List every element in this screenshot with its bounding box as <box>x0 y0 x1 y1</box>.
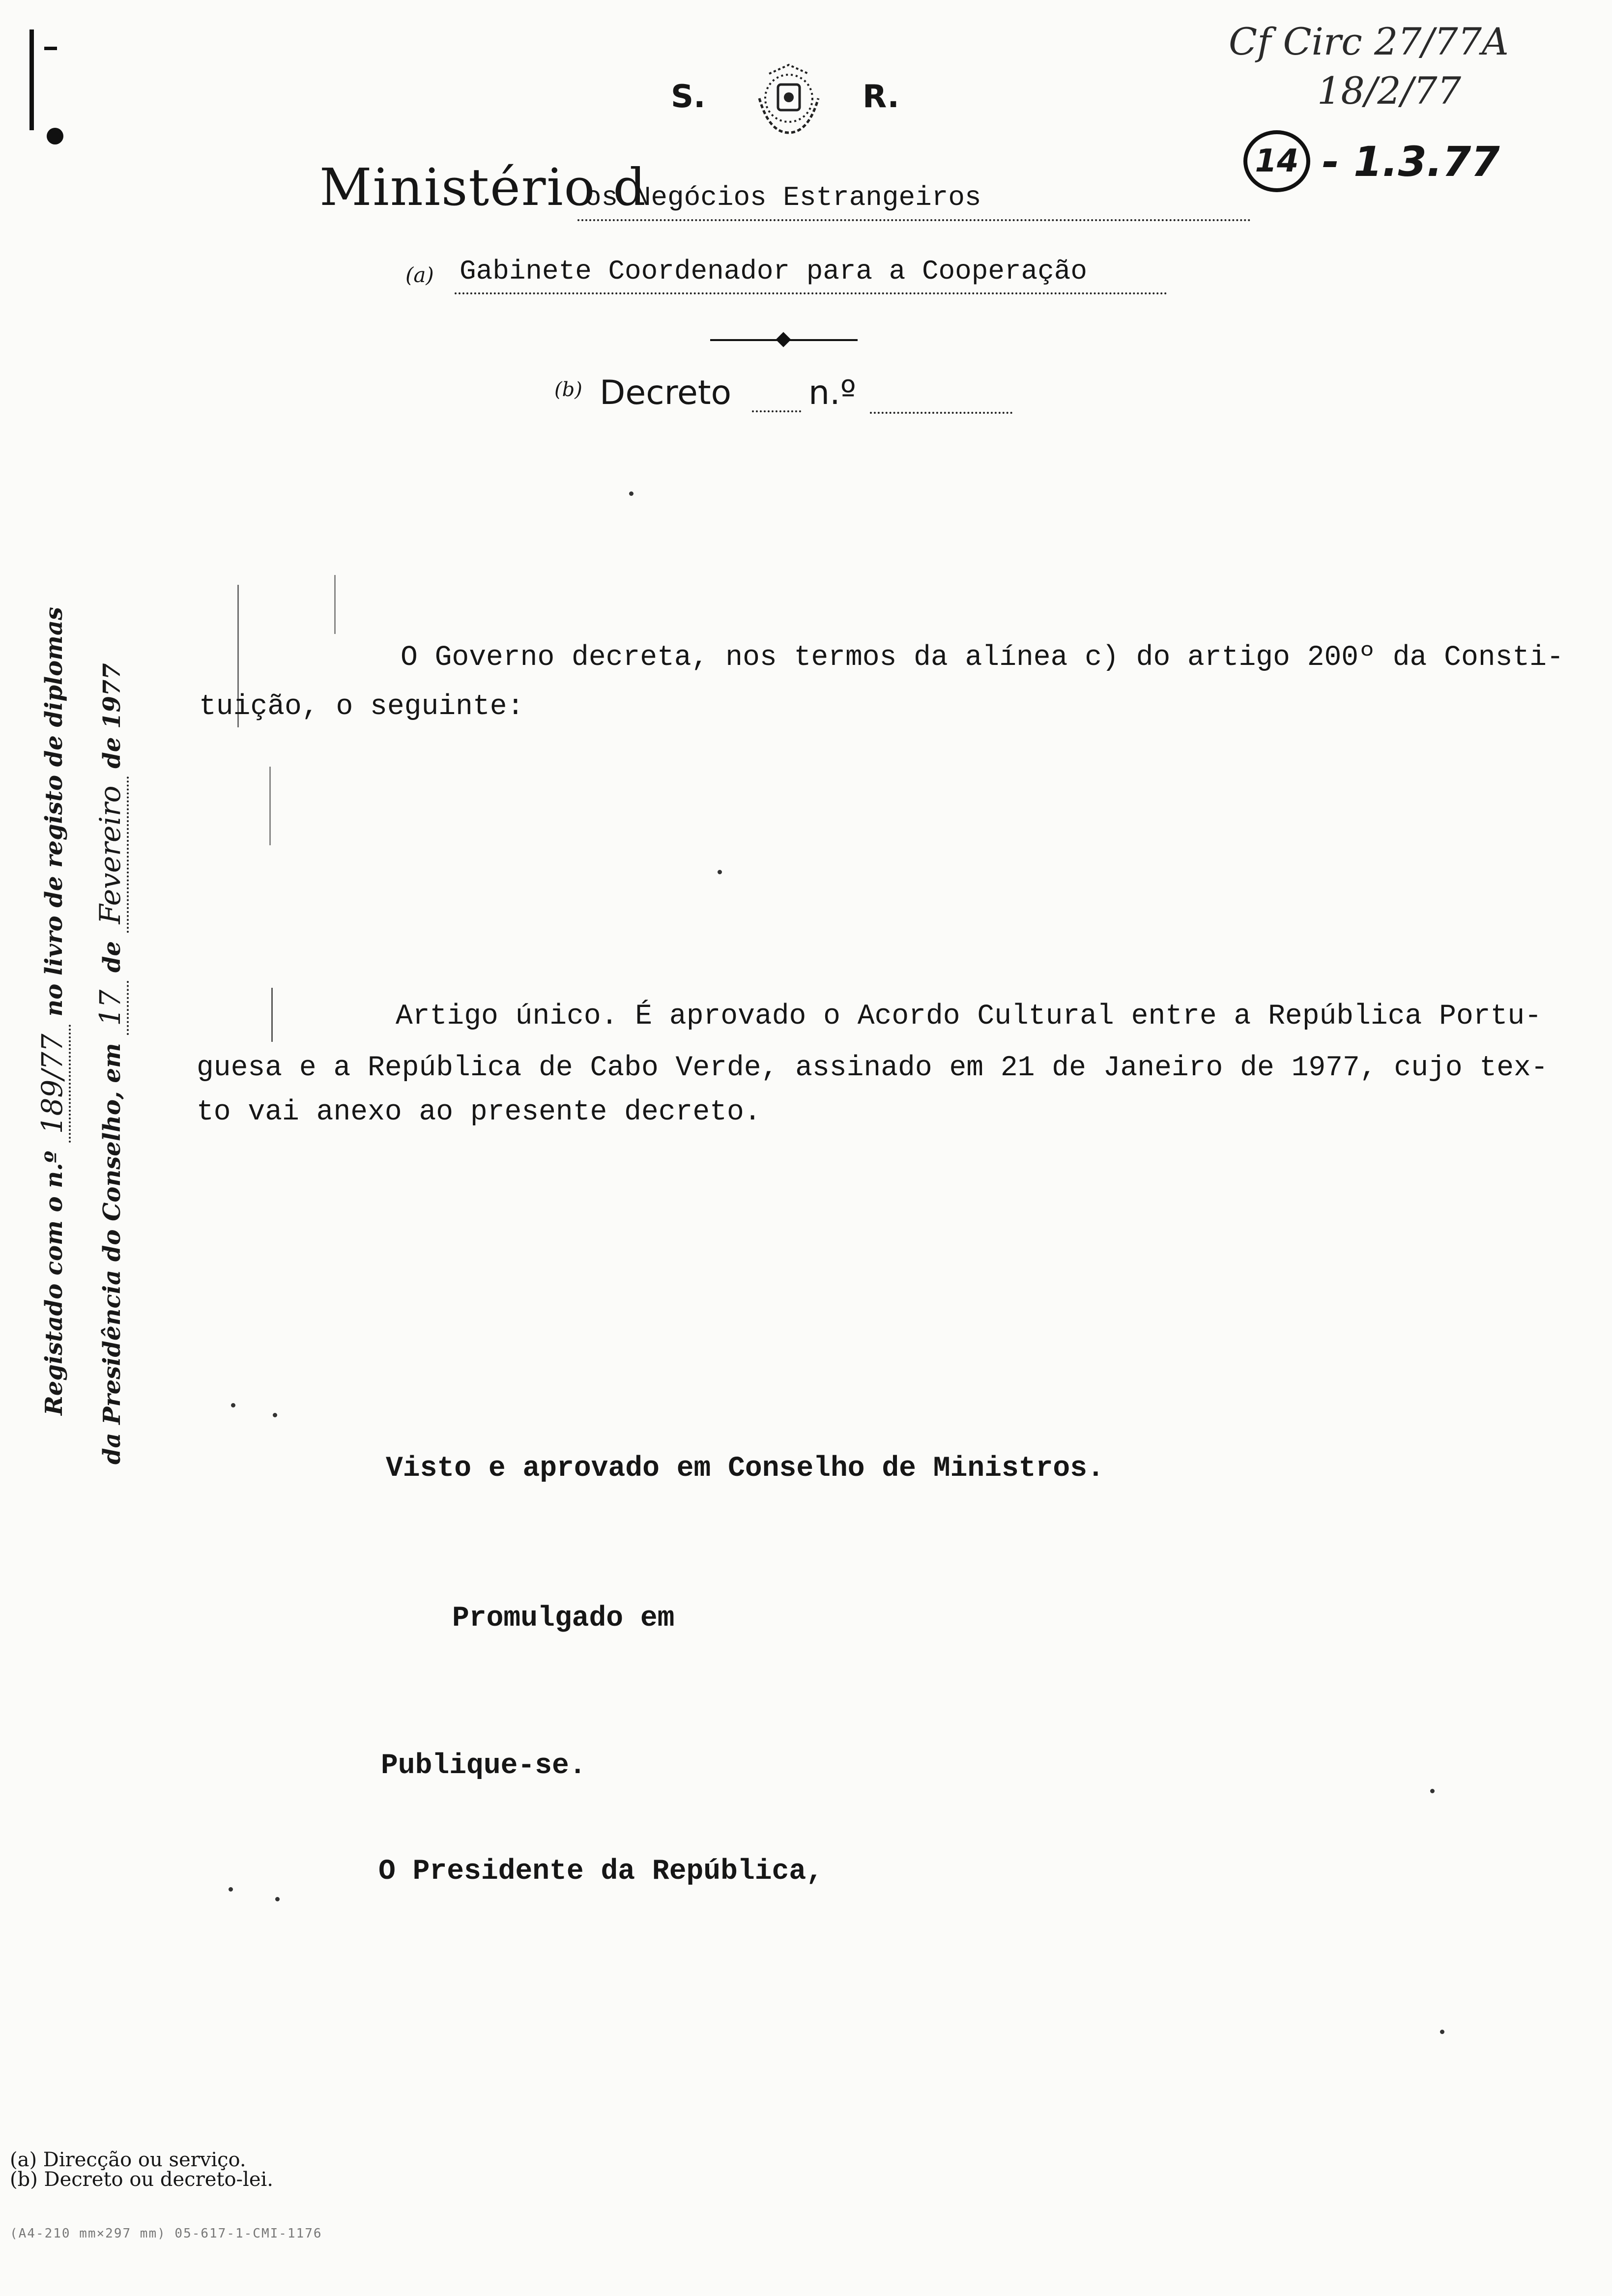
register-line2-suffix: de 1977 <box>98 663 126 769</box>
gabinete-fill-line <box>455 292 1167 294</box>
speck <box>718 870 722 874</box>
artigo-line-2: guesa e a República de Cabo Verde, assinado em 21 de Janeiro de 1977, cujo tex- <box>197 1052 1548 1084</box>
margin-mark <box>44 47 57 50</box>
circled-reference <box>1243 130 1310 192</box>
intro-line-1: O Governo decreta, nos termos da alínea c) do artigo 200º da Consti- <box>401 642 1564 674</box>
register-line-1 <box>35 607 69 1415</box>
register-month: Fevereiro <box>93 776 129 933</box>
artigo-line-1: Artigo único. É aprovado o Acordo Cultural entre a República Portu- <box>396 1001 1542 1033</box>
scan-mark <box>271 988 273 1042</box>
gabinete-name: Gabinete Coordenador para a Cooperação <box>460 256 1088 287</box>
speck <box>273 1413 277 1417</box>
register-line2-prefix: da Presidência do Conselho, em <box>98 1043 126 1464</box>
divider-diamond <box>776 332 791 347</box>
register-day: 17 <box>93 981 129 1035</box>
speck <box>275 1897 280 1901</box>
gabinete-label: (a) <box>405 263 434 287</box>
speck <box>1430 1789 1435 1793</box>
margin-mark <box>47 128 63 144</box>
presidente-line: O Presidente da República, <box>378 1856 823 1888</box>
register-line2-mid: de <box>98 941 126 973</box>
visto-line: Visto e aprovado em Conselho de Ministros. <box>386 1453 1104 1485</box>
footnote-a: (a) Direcção ou serviço. <box>10 2149 246 2171</box>
handwritten-note-reference: Cf Circ 27/77A <box>1229 20 1509 63</box>
artigo-line-3: to vai anexo ao presente decreto. <box>197 1096 761 1128</box>
register-line-2 <box>93 663 127 1464</box>
margin-mark <box>29 29 34 130</box>
publique-line: Publique-se. <box>381 1750 586 1782</box>
scan-mark <box>269 767 271 845</box>
ministry-title: Ministério d <box>319 157 647 217</box>
decreto-number-label: n.º <box>808 373 856 412</box>
speck <box>1440 2030 1444 2034</box>
sr-right: R. <box>863 79 899 115</box>
circled-reference-number: 14 <box>1255 143 1299 179</box>
speck <box>229 1887 233 1892</box>
scan-mark <box>334 575 336 634</box>
reference-date: - 1.3.77 <box>1322 138 1500 186</box>
printer-code: (A4-210 mm×297 mm) 05-617-1-CMI-1176 <box>10 2226 322 2241</box>
decreto-label: (b) <box>554 378 582 401</box>
register-suffix: no livro de registo de diplomas <box>40 606 68 1017</box>
ministry-name: os Negócios Estrangeiros <box>585 182 981 213</box>
republic-emblem-icon <box>740 59 838 143</box>
sr-left: S. <box>671 79 706 115</box>
intro-line-2: tuição, o seguinte: <box>199 691 524 723</box>
decreto-word: Decreto <box>600 373 732 412</box>
promulgado-line: Promulgado em <box>452 1603 675 1635</box>
handwritten-note-date: 18/2/77 <box>1317 69 1461 113</box>
footnote-b: (b) Decreto ou decreto-lei. <box>10 2168 274 2191</box>
ministry-fill-line <box>577 219 1251 221</box>
register-number: 189/77 <box>35 1025 71 1143</box>
speck <box>231 1403 235 1407</box>
speck <box>629 491 633 496</box>
decreto-number-fill <box>870 412 1012 414</box>
register-prefix: Registado com o n.º <box>40 1151 68 1415</box>
decreto-type-fill <box>752 410 801 412</box>
